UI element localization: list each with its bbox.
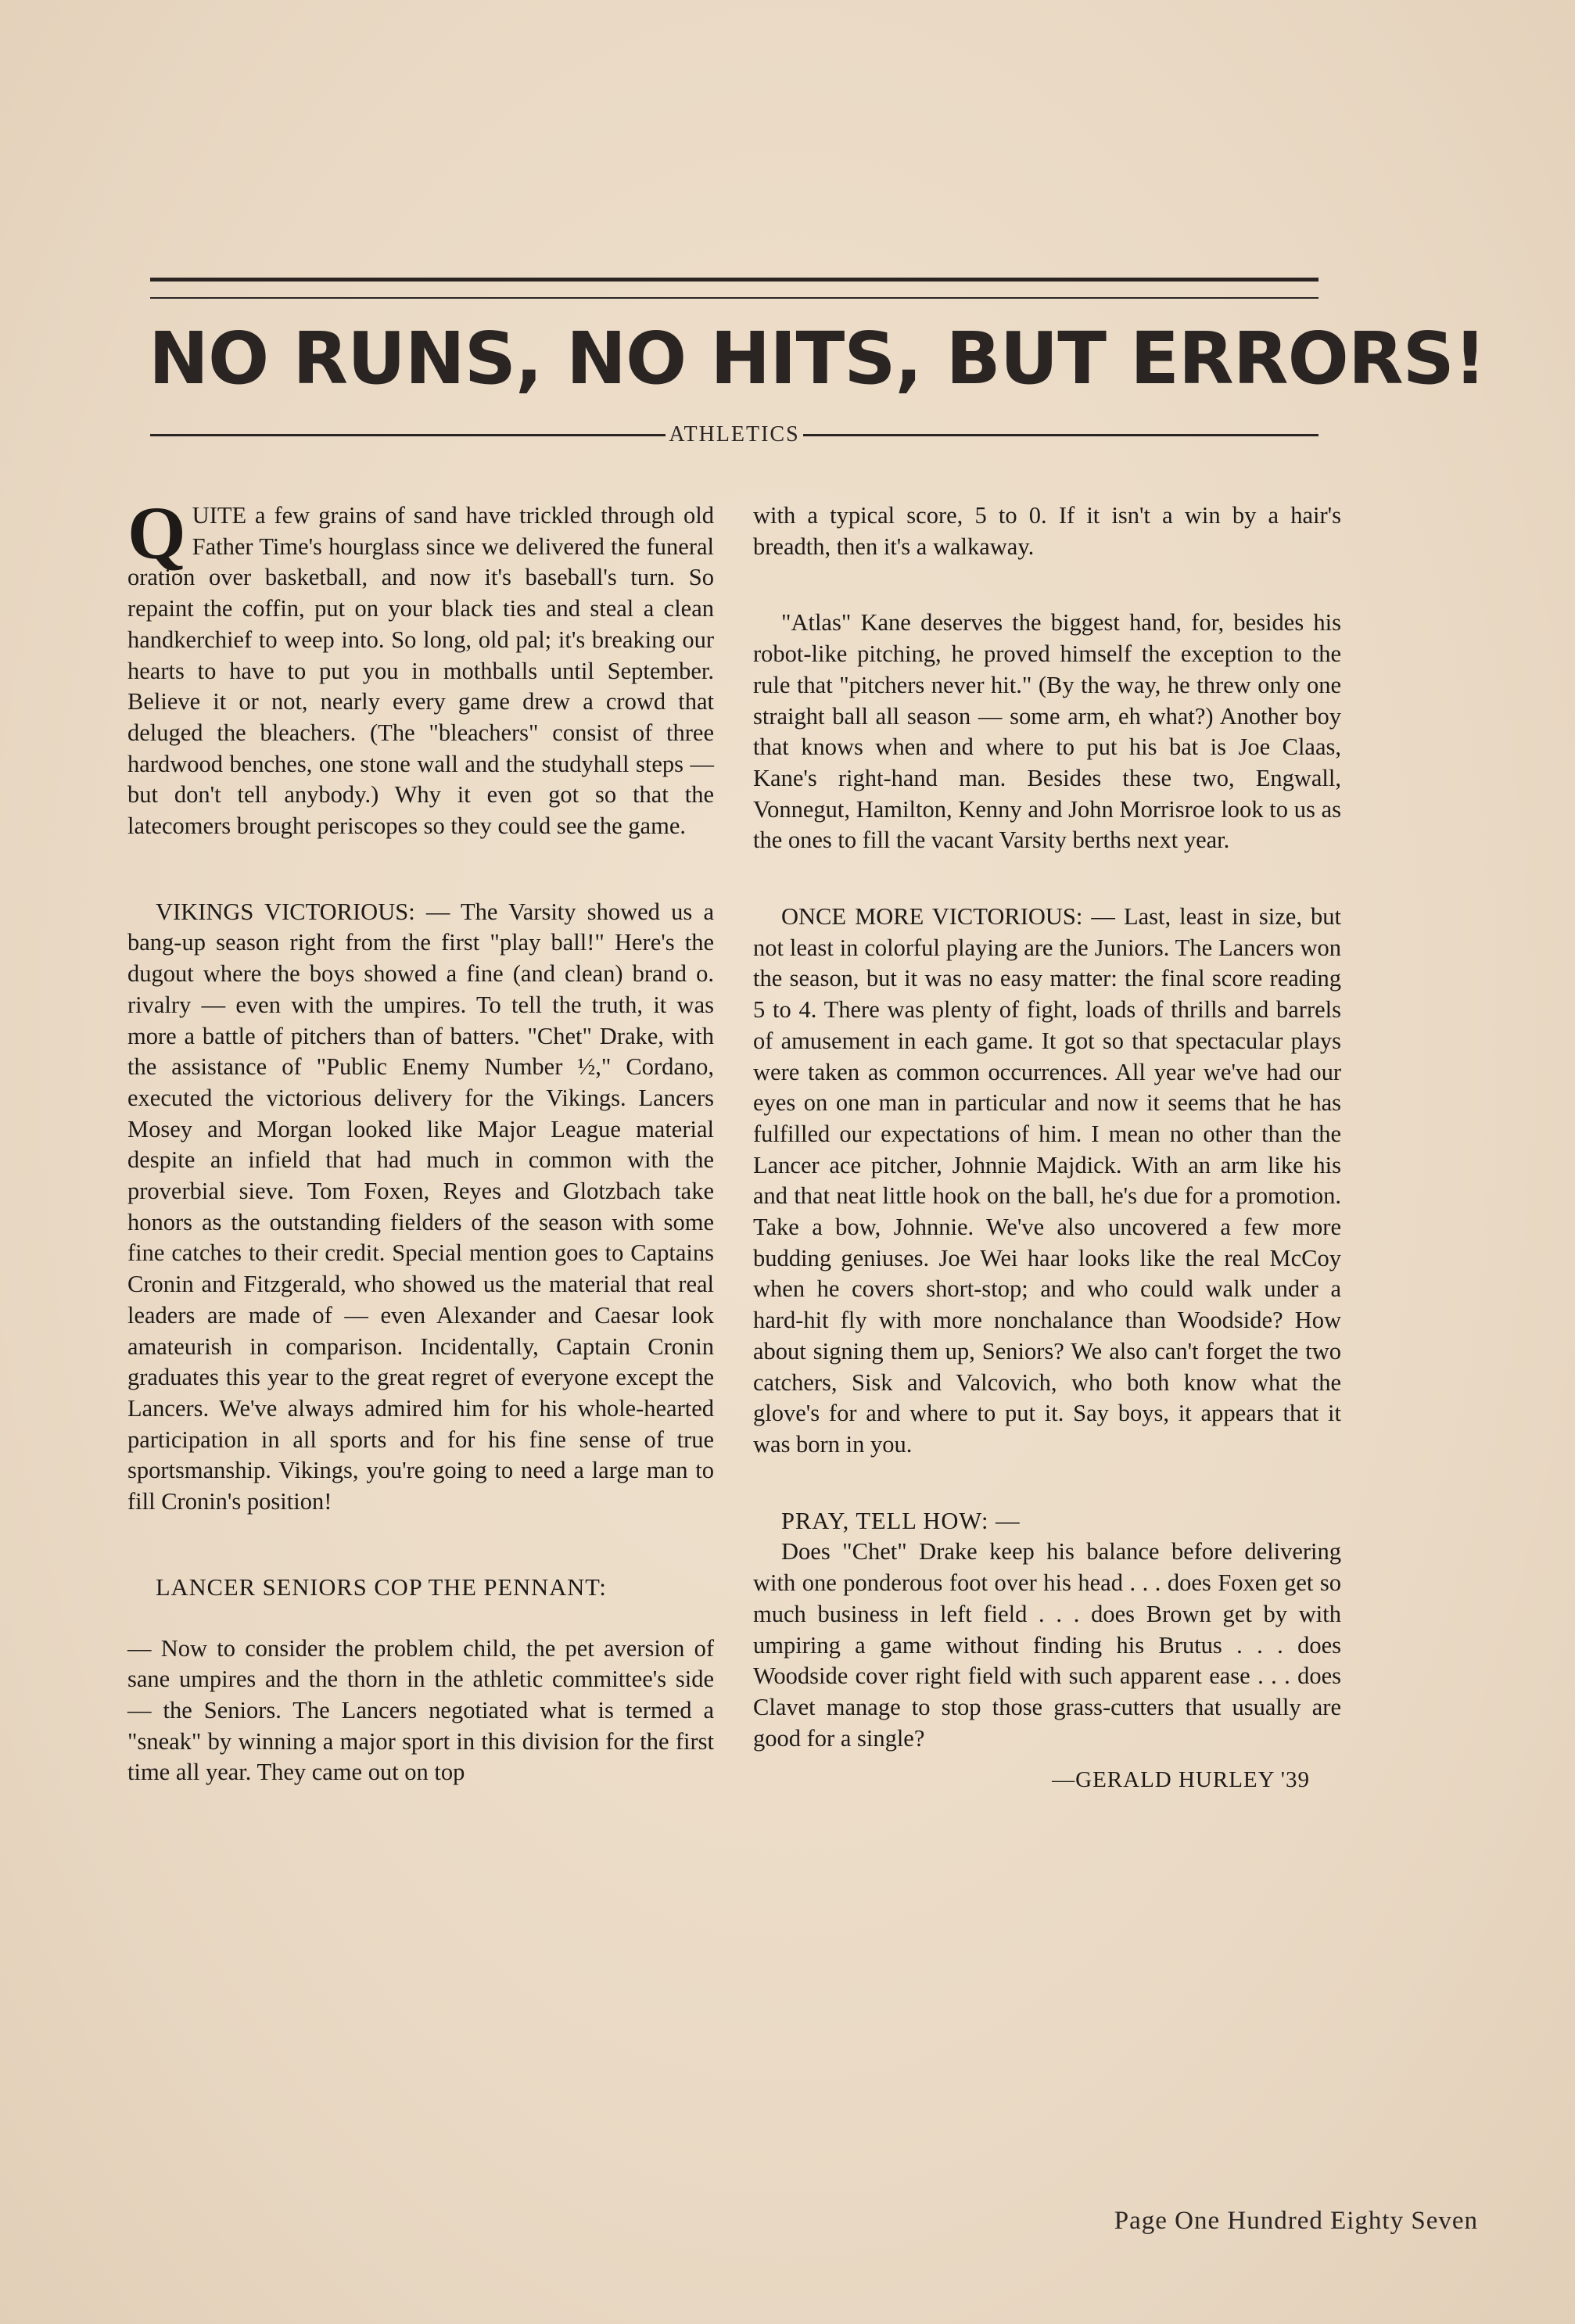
header-rule-thin <box>150 297 1318 299</box>
once-more-paragraph: ONCE MORE VICTORIOUS: — Last, least in size, but not least in colorful playing are the Juniors. The Lancers won the season, but it was no easy matter: the final score reading 5 to 4. There was plenty of fight, loads of thrills and barrels of amusement in each game. It got so that spectacular plays were taken as common occurrences. All year we've had our eyes on one man in particular and now it seems that he has fulfilled our expectations of him. I mean no other than the Lancer ace pitcher, Johnnie Majdick. With an arm like his and that neat little hook on the ball, he's due for a promotion. Take a bow, Johnnie. We've also uncovered a few more budding geniuses. Joe Wei haar looks like the real McCoy when he covers short-stop; and who could walk under a hard-hit fly with more nonchalance than Woodside? How about signing them up, Seniors? We also can't forget the two catchers, Sisk and Valcovich, who both know what the glove's for and where to put it. Say boys, it appears that it was born in you. <box>753 903 1341 1458</box>
header-rule-thick <box>150 278 1318 282</box>
page-number: Page One Hundred Eighty Seven <box>1114 2207 1478 2235</box>
headline: NO RUNS, NO HITS, BUT ERRORS! <box>149 317 1486 400</box>
left-column <box>127 491 714 1788</box>
continuation-paragraph: with a typical score, 5 to 0. If it isn't a win by a hair's breadth, then it's a walkaway. <box>753 502 1341 560</box>
intro-text: UITE a few grains of sand have trickled through old Father Time's hourglass since we delivered the funeral oration over basketball, and now it's baseball's turn. So repaint the coffin, put on your black ties and steal a clean handkerchief to weep into. So long, old pal; it's breaking our hearts to have to put you in mothballs until September. Believe it or not, nearly every game drew a crowd that deluged the bleachers. (The "bleachers" consist of three hardwood benches, one stone wall and the studyhall steps — but don't tell anybody.) Why it even got so that the latecomers brought periscopes so they could see the game. <box>127 502 714 840</box>
pray-paragraph: Does "Chet" Drake keep his balance before delivering with one ponderous foot over his head . . . does Foxen get so much business in left field . . . does Brown get by with umpiring a game without finding his Brutus . . . does Woodside cover right field with such apparent ease . . . does Clavet manage to stop those grass-cutters that usually are good for a single? <box>753 1538 1341 1752</box>
byline: —GERALD HURLEY '39 <box>1052 1767 1310 1793</box>
pray-heading: PRAY, TELL HOW: — <box>781 1507 1021 1534</box>
section-divider <box>150 421 1318 449</box>
atlas-paragraph: "Atlas" Kane deserves the biggest hand, for, besides his robot-like pitching, he proved himself the exception to the rule that "pitchers never hit." (By the way, he threw only one straight ball all season — some arm, eh what?) Another boy that knows when and where to put his bat is Joe Claas, Kane's right-hand man. Besides these two, Engwall, Vonnegut, Hamilton, Kenny and John Morrisroe look to us as the ones to fill the vacant Varsity berths next year. <box>753 609 1341 854</box>
seniors-paragraph: — Now to consider the problem child, the pet aversion of sane umpires and the thorn in the athletic committee's side — the Seniors. The Lancers negotiated what is termed a "sneak" by winning a major sport in this division for the first time all year. They came out on top <box>127 1634 714 1786</box>
section-label: ATHLETICS <box>669 422 800 447</box>
section-rule-right <box>803 434 1318 436</box>
intro-paragraph <box>127 491 714 842</box>
drop-cap: Q <box>127 491 186 575</box>
seniors-heading: LANCER SENIORS COP THE PENNANT: <box>156 1573 607 1601</box>
right-column <box>753 500 1341 1796</box>
vikings-paragraph: VIKINGS VICTORIOUS: — The Varsity showed us a bang-up season right from the first "play ball!" Here's the dugout where the boys showed a fine (and clean) brand o. rivalry — even with the umpires. To tell the truth, it was more a battle of pitchers than of batters. "Chet" Drake, with the assistance of "Public Enemy Number ½," Cordano, executed the victorious delivery for the Vikings. Lancers Mosey and Morgan looked like Major League material despite an infield that had much in common with the proverbial sieve. Tom Foxen, Reyes and Glotzbach take honors as the outstanding fielders of the season with some fine catches to their credit. Special mention goes to Captains Cronin and Fitzgerald, who showed us the material that real leaders are made of — even Alexander and Caesar look amateurish in comparison. Incidentally, Captain Cronin graduates this year to the great regret of everyone except the Lancers. We've always admired him for his whole-hearted participation in all sports and for his fine sense of true sportsmanship. Vikings, you're going to need a large man to fill Cronin's position! <box>127 898 714 1515</box>
section-rule-left <box>150 434 666 436</box>
